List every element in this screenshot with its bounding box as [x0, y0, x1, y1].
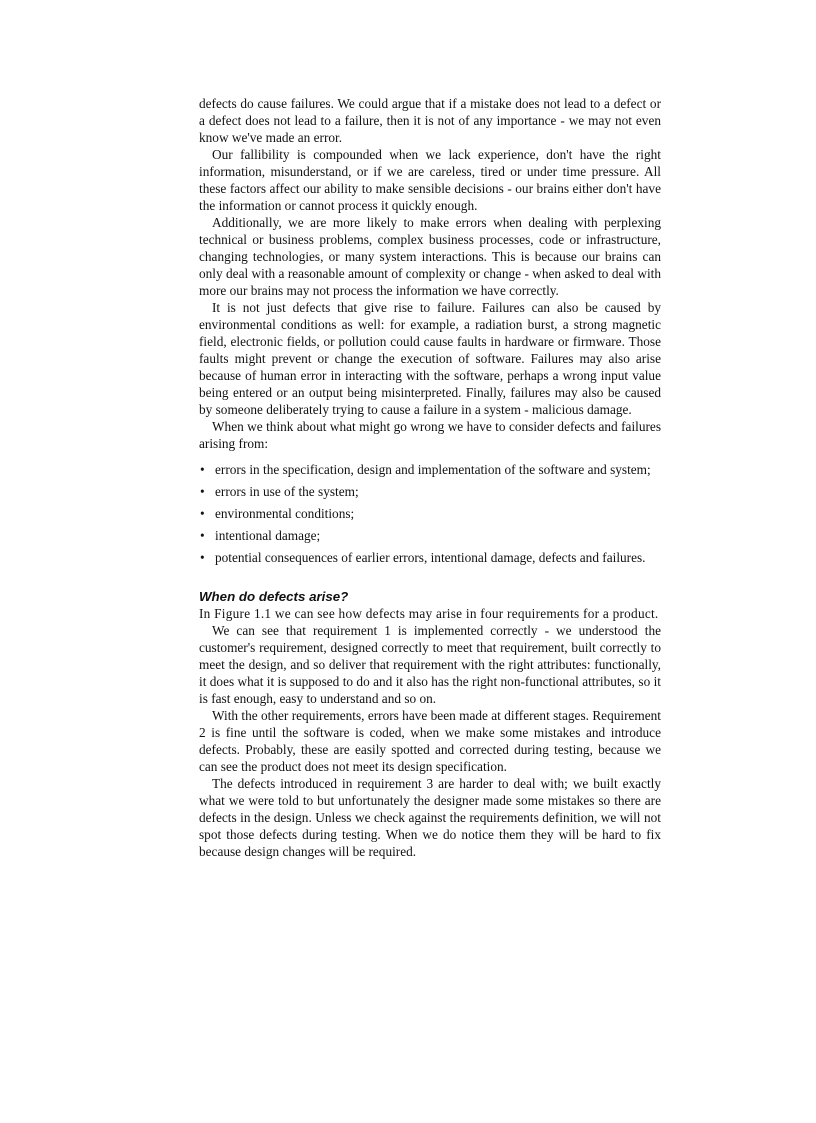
- section-heading: When do defects arise?: [199, 589, 349, 604]
- list-item: • potential consequences of earlier errors, intentional damage, defects and failures.: [199, 549, 661, 566]
- paragraph-defects-failures: defects do cause failures. We could argue that if a mistake does not lead to a defect or a defect does not lead to a failure, then it is not of any importance - we may not even know we've made an error.: [199, 96, 661, 145]
- paragraph-figure-intro: In Figure 1.1 we can see how defects may arise in four requirements for a product.: [199, 606, 659, 621]
- paragraph-fallibility: Our fallibility is compounded when we lack experience, don't have the right information, misunderstand, or if we are careless, tired or under time pressure. All these factors affect our ability to make sensible decisions - our brains either don't have the information or cannot process it quickly enough.: [199, 147, 661, 213]
- list-item: • errors in the specification, design and implementation of the software and system;: [199, 461, 661, 478]
- list-item: • errors in use of the system;: [199, 483, 661, 500]
- paragraph-what-might-go-wrong: When we think about what might go wrong we have to consider defects and failures arising from:: [199, 419, 661, 451]
- paragraph-requirement-3: The defects introduced in requirement 3 are harder to deal with; we built exactly what we were told to but unfortunately the designer made some mistakes so there are defects in the design. Unless we check against the requirements definition, we will not spot those defects during testing. When we do notice them they will be hard to fix because design changes will be required.: [199, 776, 661, 859]
- defect-sources-list: [199, 461, 661, 566]
- paragraph-requirement-1: We can see that requirement 1 is implemented correctly - we understood the customer's requirement, designed correctly to meet that requirement, built correctly to meet the design, and so deliver that requirement with the right attributes: functionally, it does what it is supposed to do and it also has the right non-functional attributes, so it is fast enough, easy to understand and so on.: [199, 623, 661, 706]
- list-item: • environmental conditions;: [199, 505, 661, 522]
- paragraph-requirement-2: With the other requirements, errors have been made at different stages. Requirement 2 is fine until the software is coded, when we make some mistakes and introduce defects. Probably, these are easily spotted and corrected during testing, because we can see the product does not meet its design specification.: [199, 708, 661, 774]
- list-item: • intentional damage;: [199, 527, 661, 544]
- paragraph-complexity: Additionally, we are more likely to make errors when dealing with perplexing technical or business problems, complex business processes, code or infrastructure, changing technologies, or many system interactions. This is because our brains can only deal with a reasonable amount of complexity or change - when asked to deal with more our brains may not process the information we have correctly.: [199, 215, 661, 298]
- document-page: [199, 95, 661, 860]
- paragraph-environmental: It is not just defects that give rise to failure. Failures can also be caused by environmental conditions as well: for example, a radiation burst, a strong magnetic field, electronic fields, or pollution could cause faults in hardware or firmware. Those faults might prevent or change the execution of software. Failures may also arise because of human error in interacting with the software, perhaps a wrong input value being entered or an output being misinterpreted. Finally, failures may also be caused by someone deliberately trying to cause a failure in a system - malicious damage.: [199, 300, 661, 417]
